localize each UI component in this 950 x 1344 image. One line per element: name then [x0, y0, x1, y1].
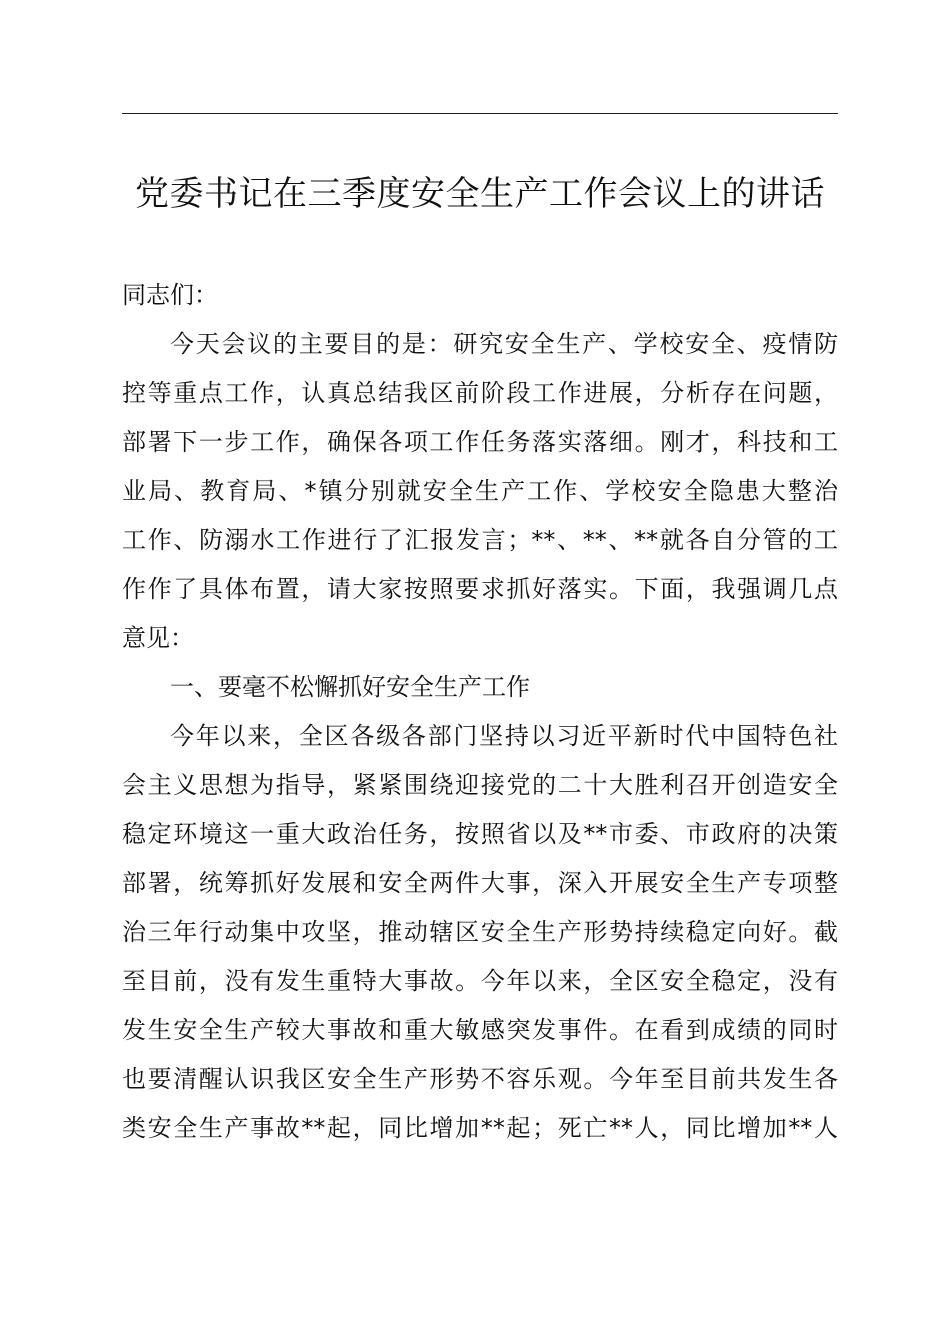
- paragraph-line: 作作了具体布置，请大家按照要求抓好落实。下面，我强调几点: [122, 575, 838, 603]
- paragraph-line: 今天会议的主要目的是：研究安全生产、学校安全、疫情防: [170, 330, 838, 358]
- paragraph-line: 部署下一步工作，确保各项工作任务落实落细。刚才，科技和工: [122, 428, 838, 456]
- paragraph-line: 工作、防溺水工作进行了汇报发言；**、**、**就各自分管的工: [122, 526, 838, 554]
- paragraph-line: 治三年行动集中攻坚，推动辖区安全生产形势持续稳定向好。截: [122, 918, 838, 946]
- paragraph-line: 也要清醒认识我区安全生产形势不容乐观。今年至目前共发生各: [122, 1065, 838, 1093]
- paragraph-line: 业局、教育局、*镇分别就安全生产工作、学校安全隐患大整治: [122, 477, 838, 505]
- document-title: 党委书记在三季度安全生产工作会议上的讲话: [135, 174, 825, 214]
- paragraph-line: 控等重点工作，认真总结我区前阶段工作进展，分析存在问题，: [122, 379, 838, 407]
- paragraph-line: 至目前，没有发生重特大事故。今年以来，全区安全稳定，没有: [122, 967, 838, 995]
- paragraph-line: 会主义思想为指导，紧紧围绕迎接党的二十大胜利召开创造安全: [122, 771, 838, 799]
- paragraph-line: 部署，统筹抓好发展和安全两件大事，深入开展安全生产专项整: [122, 869, 838, 897]
- paragraph-line: 稳定环境这一重大政治任务，按照省以及**市委、市政府的决策: [122, 820, 838, 848]
- section-heading: 一、要毫不松懈抓好安全生产工作: [170, 673, 530, 701]
- header-rule: [122, 113, 838, 114]
- paragraph-line: 发生安全生产较大事故和重大敏感突发事件。在看到成绩的同时: [122, 1016, 838, 1044]
- paragraph-line: 类安全生产事故**起，同比增加**起；死亡**人，同比增加**人: [122, 1114, 838, 1142]
- paragraph-line: 今年以来，全区各级各部门坚持以习近平新时代中国特色社: [170, 722, 838, 750]
- salutation: 同志们：: [122, 281, 218, 309]
- paragraph-line: 意见：: [122, 624, 194, 652]
- document-body: [122, 271, 838, 1153]
